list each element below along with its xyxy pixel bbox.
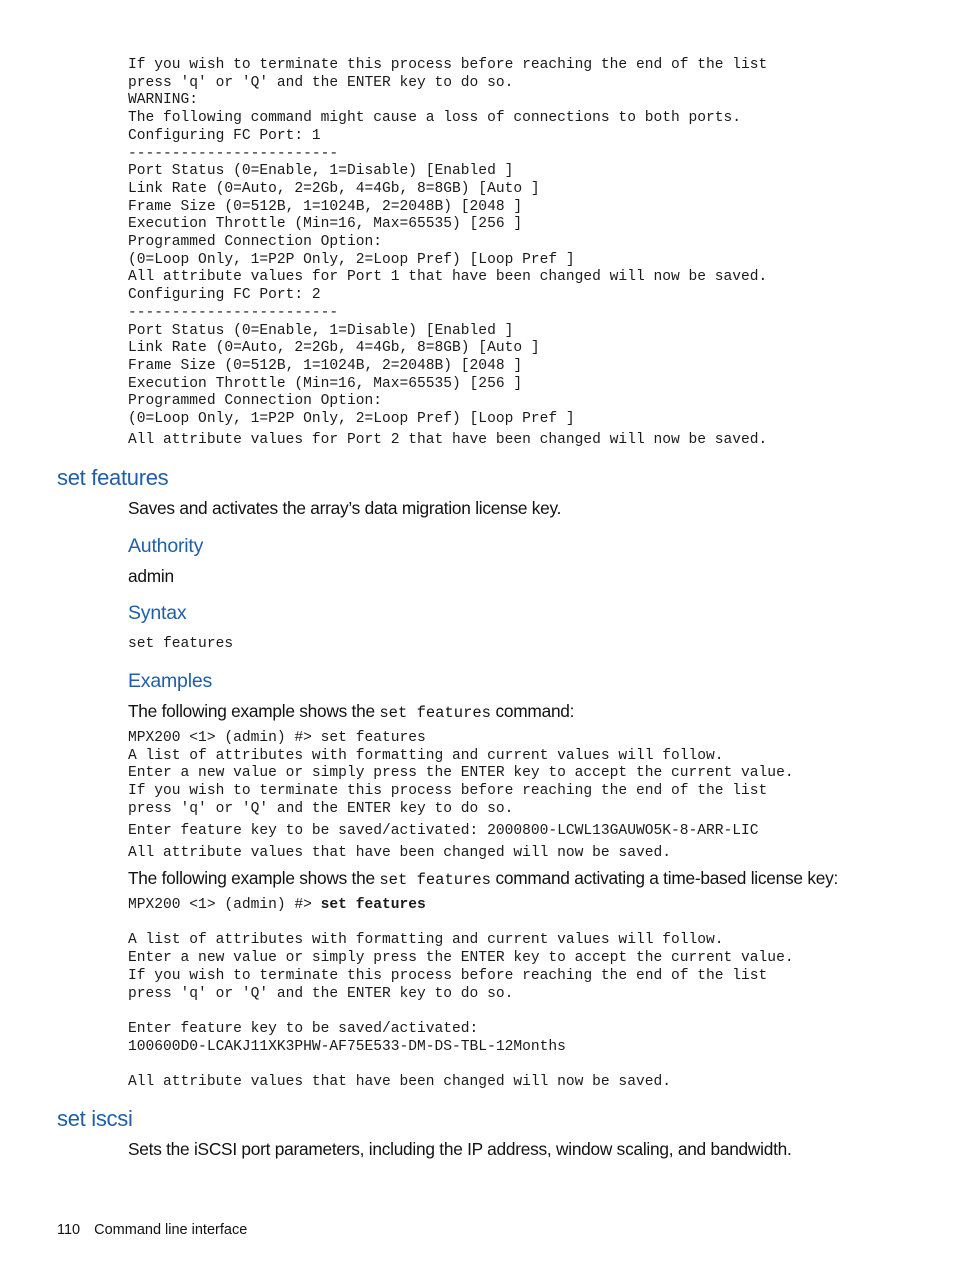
footer-section-title: Command line interface <box>94 1222 248 1238</box>
example2-code: A list of attributes with formatting and current values will follow. Enter a new value or simply press the ENTER key to accept the current value. If you wish to terminate this process before reaching the end of the list press 'q' or 'Q' and the ENTER key to do so. Enter feature key to be saved/activated: 100600D0-LCAKJ11XK3PHW-AF75E533-DM-DS-TBL-12Months All attribute values that have been changed will now be saved. <box>128 932 794 1091</box>
example1-intro-text-end: command: <box>490 701 575 721</box>
syntax-code: set features <box>128 636 234 652</box>
section-heading-set-iscsi: set iscsi <box>57 1106 133 1131</box>
example2-intro-text: The following example shows the <box>128 868 380 888</box>
example2-intro <box>128 868 838 889</box>
example2-prompt-line <box>128 897 426 915</box>
syntax-heading: Syntax <box>128 602 187 624</box>
section-heading-set-features: set features <box>57 465 169 490</box>
code-block-port2-saved: All attribute values for Port 2 that have been changed will now be saved. <box>128 432 768 448</box>
page-footer <box>57 1222 247 1238</box>
example2-intro-text-end: command activating a time-based license key: <box>490 868 839 888</box>
set-features-description: Saves and activates the array’s data migration license key. <box>128 498 562 518</box>
authority-value: admin <box>128 566 174 586</box>
page-number: 110 <box>57 1222 81 1238</box>
example1-saved-line: All attribute values that have been changed will now be saved. <box>128 845 671 861</box>
example1-intro-text: The following example shows the <box>128 701 380 721</box>
example1-intro <box>128 701 574 722</box>
example1-intro-command: set features <box>379 704 491 722</box>
example1-feature-key-line: Enter feature key to be saved/activated: 2000800-LCWL13GAUWO5K-8-ARR-LIC <box>128 823 759 839</box>
example1-code: MPX200 <1> (admin) #> set features A list of attributes with formatting and current values will follow. Enter a new value or simply press the ENTER key to accept the current value. If you wish to terminate this process before reaching the end of the list press 'q' or 'Q' and the ENTER key to do so. <box>128 730 794 817</box>
examples-heading: Examples <box>128 670 213 692</box>
example2-prompt-command: set features <box>320 897 426 913</box>
example2-prompt: MPX200 <1> (admin) #> <box>128 897 321 913</box>
set-iscsi-description: Sets the iSCSI port parameters, including the IP address, window scaling, and bandwidth. <box>128 1139 792 1159</box>
authority-heading: Authority <box>128 535 204 557</box>
code-block-port-config: If you wish to terminate this process before reaching the end of the list press 'q' or 'Q' and the ENTER key to do so. WARNING: The following command might cause a loss of connections to both ports. Configuring FC Port: 1 ------------------------ Port Status (0=Enable, 1=Disable) [Enabled ] Link Rate (0=Auto, 2=2Gb, 4=4Gb, 8=8GB) [Auto ] Frame Size (0=512B, 1=1024B, 2=2048B) [2048 ] Execution Throttle (Min=16, Max=65535) [256 ] Programmed Connection Option: (0=Loop Only, 1=P2P Only, 2=Loop Pref) [Loop Pref ] All attribute values for Port 1 that have been changed will now be saved. Configuring FC Port: 2 ------------------------ Port Status (0=Enable, 1=Disable) [Enabled ] Link Rate (0=Auto, 2=2Gb, 4=4Gb, 8=8GB) [Auto ] Frame Size (0=512B, 1=1024B, 2=2048B) [2048 ] Execution Throttle (Min=16, Max=65535) [256 ] Programmed Connection Option: (0=Loop Only, 1=P2P Only, 2=Loop Pref) [Loop Pref ] <box>128 57 768 428</box>
example2-intro-command: set features <box>379 871 491 889</box>
